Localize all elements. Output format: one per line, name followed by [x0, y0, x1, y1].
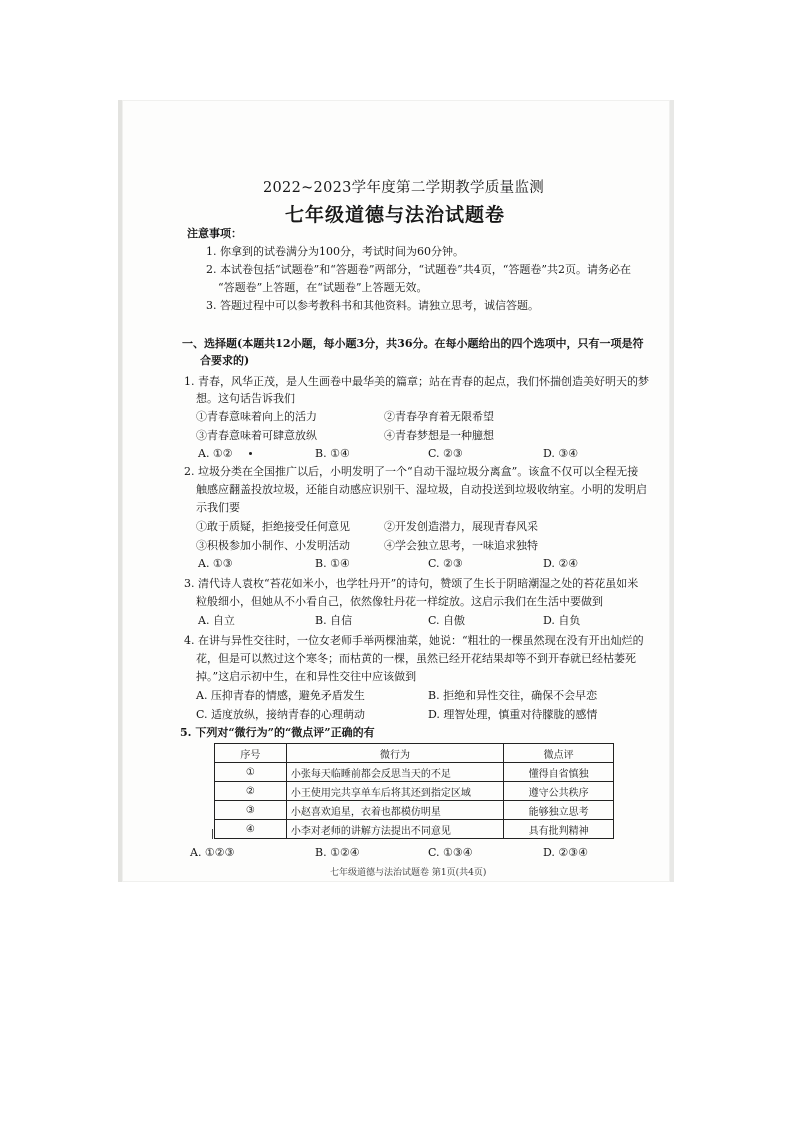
q2-choice-a: A. ①③: [198, 557, 233, 570]
notice-heading: 注意事项：: [187, 227, 242, 240]
stray-ink-mark: [249, 452, 252, 455]
table-cell-comment: 具有批判精神: [504, 820, 614, 839]
q5-stem: 5. 下列对“微行为”的“微点评”正确的有: [180, 726, 375, 739]
table-cell-behavior: 小张每天临睡前都会反思当天的不足: [286, 763, 503, 782]
q5-table: [214, 743, 614, 839]
q1-choice-c: C. ②③: [428, 447, 463, 460]
table-header-comment: 微点评: [504, 744, 614, 763]
table-header-index: 序号: [215, 744, 287, 763]
exam-subtitle: 七年级道德与法治试题卷: [285, 204, 506, 226]
q4-choice-a: A. 压抑青春的情感，避免矛盾发生: [196, 689, 365, 702]
section-heading-cont: 合要求的): [200, 354, 250, 367]
notice-item-2: 2. 本试卷包括“试题卷”和“答题卷”两部分，“试题卷”共4页，“答题卷”共2页。请务必在: [206, 263, 631, 276]
table-cell-comment: 遵守公共秩序: [504, 782, 614, 801]
q3-choice-b: B. 自信: [315, 614, 353, 627]
q2-stem-cont-2: 示我们要: [196, 501, 240, 514]
q2-option-1: ①敢于质疑，拒绝接受任何意见: [196, 520, 350, 533]
q5-choice-b: B. ①②④: [315, 846, 360, 859]
q2-choice-b: B. ①④: [315, 557, 350, 570]
q2-option-4: ④学会独立思考，一味追求独特: [384, 539, 538, 552]
q3-choice-d: D. 自负: [543, 614, 581, 627]
table-cell-behavior: 小王使用完共享单车后将其还到指定区域: [286, 782, 503, 801]
q1-option-1: ①青春意味着向上的活力: [196, 410, 317, 423]
table-cell-index: ②: [215, 782, 287, 801]
q5-choice-d: D. ②③④: [543, 846, 589, 859]
table-row: [215, 763, 614, 782]
q2-stem: 2. 垃圾分类在全国推广以后，小明发明了一个“自动干湿垃圾分离盒”。该盒不仅可以全程无接: [184, 465, 639, 478]
q4-stem-cont-2: 掉。”这启示初中生，在和异性交往中应该做到: [196, 670, 417, 683]
q2-choice-c: C. ②③: [428, 557, 463, 570]
q3-stem: 3. 清代诗人袁枚“苔花如米小，也学牡丹开”的诗句，赞颂了生长于阴暗潮湿之处的苔花虽如米: [184, 577, 639, 590]
table-row: [215, 820, 614, 839]
table-cell-comment: 能够独立思考: [504, 801, 614, 820]
q2-option-2: ②开发创造潜力，展现青春风采: [384, 520, 538, 533]
table-cell-behavior: 小李对老师的讲解方法提出不同意见: [286, 820, 503, 839]
q4-choice-c: C. 适度放纵，接纳青春的心理萌动: [196, 708, 366, 721]
table-cell-index: ③: [215, 801, 287, 820]
table-cell-index: ④: [215, 820, 287, 839]
exam-title: 2022~2023学年度第二学期教学质量监测: [263, 180, 545, 196]
q2-choice-d: D. ②④: [543, 557, 579, 570]
q1-choice-d: D. ③④: [543, 447, 579, 460]
table-cell-comment: 懂得自省慎独: [504, 763, 614, 782]
q4-choice-d: D. 理智处理，慎重对待朦胧的感情: [428, 708, 598, 721]
q1-option-3: ③青春意味着可肆意放纵: [196, 429, 317, 442]
q1-option-2: ②青春孕育着无限希望: [384, 410, 494, 423]
table-cell-behavior: 小赵喜欢追星，衣着也都模仿明星: [286, 801, 503, 820]
table-header-row: [215, 744, 614, 763]
section-heading: 一、选择题(本题共12小题，每小题3分，共36分。在每小题给出的四个选项中，只有一项是符: [182, 337, 644, 350]
q1-stem-cont: 想。这句话告诉我们: [196, 392, 295, 405]
q1-stem: 1. 青春，风华正茂，是人生画卷中最华美的篇章；站在青春的起点，我们怀揣创造美好明天的梦: [184, 375, 649, 388]
q4-stem-cont-1: 花，但是可以熬过这个寒冬；而枯黄的一棵，虽然已经开花结果却等不到开春就已经枯萎死: [196, 652, 636, 665]
q3-stem-cont: 粒般细小，但她从不小看自己，依然像牡丹花一样绽放。这启示我们在生活中要做到: [196, 595, 603, 608]
pen-mark: [212, 829, 219, 839]
table-row: [215, 801, 614, 820]
scan-edge-right: [670, 100, 674, 882]
q1-option-4: ④青春梦想是一种臆想: [384, 429, 494, 442]
notice-item-1: 1. 你拿到的试卷满分为100分，考试时间为60分钟。: [206, 245, 464, 258]
q2-stem-cont-1: 触感应翻盖投放垃圾，还能自动感应识别干、湿垃圾，自动投送到垃圾收纳室。小明的发明启: [196, 483, 647, 496]
q1-choice-b: B. ①④: [315, 447, 350, 460]
table-cell-index: ①: [215, 763, 287, 782]
q1-choice-a: A. ①②: [198, 447, 233, 460]
notice-item-3: 3. 答题过程中可以参考教科书和其他资料。请独立思考，诚信答题。: [206, 299, 539, 312]
q2-option-3: ③积极参加小制作、小发明活动: [196, 539, 350, 552]
q5-choice-c: C. ①③④: [428, 846, 473, 859]
q5-choice-a: A. ①②③: [190, 846, 235, 859]
notice-item-2-cont: “答题卷”上答题，在“试题卷”上答题无效。: [218, 281, 428, 294]
q3-choice-a: A. 自立: [198, 614, 235, 627]
page-footer: 七年级道德与法治试题卷 第1页(共4页): [330, 868, 487, 878]
q4-stem: 4. 在讲与异性交往时，一位女老师手举两棵油菜，她说：“粗壮的一棵虽然现在没有开出灿烂的: [184, 634, 644, 647]
table-header-behavior: 微行为: [286, 744, 503, 763]
q3-choice-c: C. 自傲: [428, 614, 466, 627]
table-row: [215, 782, 614, 801]
q4-choice-b: B. 拒绝和异性交往，确保不会早恋: [428, 689, 598, 702]
